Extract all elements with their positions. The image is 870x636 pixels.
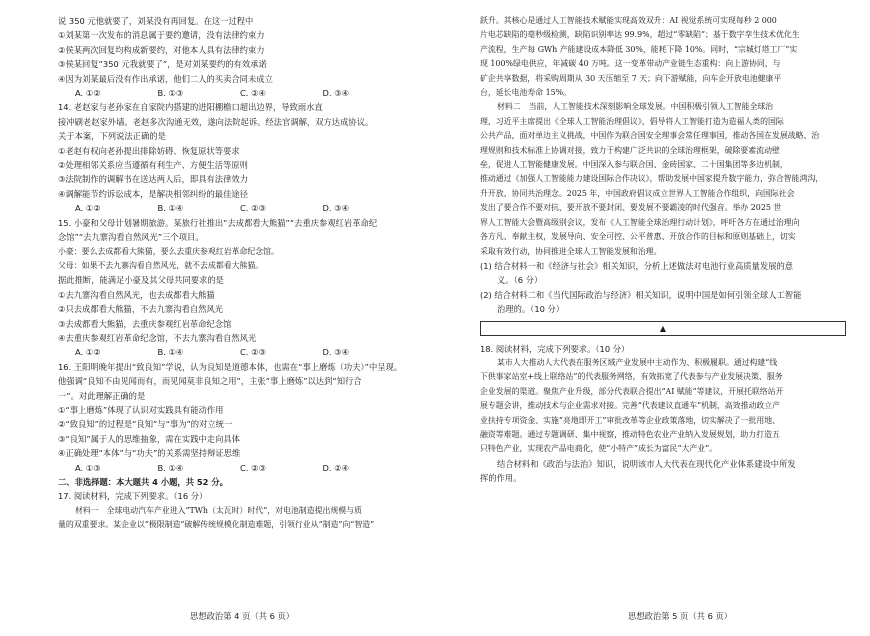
q16-option-a: A. ①③ <box>75 462 101 473</box>
q13-stem-cont: 说 350 元他就要了，刘某没有再回复。在这一过程中 <box>58 16 254 26</box>
material1-cont-line-5: 矿企共享数据，将采购周期从 30 天压缩至 7 天；向下游赋能，向车企开放电池健康平 <box>480 73 782 83</box>
answer-area-box <box>480 321 846 336</box>
q13-option-c: C. ②④ <box>240 88 266 99</box>
q14-option-d: D. ③④ <box>322 203 350 214</box>
q16-item-4: ④正确处理“本体”与“功夫”的关系需坚持辩证思维 <box>58 448 241 459</box>
q18-material-line-3: 企业发展的渠道。聚焦产业升级，部分代表联合提出“AI 赋能”等建议，开展托联络站开 <box>480 386 784 396</box>
q17-task-1-cont: 义。（6 分） <box>497 275 543 286</box>
q16-options <box>58 461 405 475</box>
q15-item-1: ①去九寨沟看自然风光，也去成都看大熊猫 <box>58 289 215 300</box>
q15-prompt: 据此推断，能满足小豪及其父母共同要求的是 <box>58 275 224 286</box>
q14-item-3: ③法院制作的调解书在送达两人后，即具有法律效力 <box>58 174 248 185</box>
q16-option-c: C. ②③ <box>240 462 266 473</box>
material2-line-4: 理规则和技术标准上协调对接，致力于构建广泛共识的全球治理框架，破除要素流动壁 <box>480 145 780 155</box>
q15-option-c: C. ②③ <box>240 347 266 358</box>
q13-item-1: ①刘某第一次发布的消息属于要约邀请，没有法律约束力 <box>58 30 265 41</box>
q17-task-2: (2) 结合材料二和《当代国际政治与经济》相关知识，说明中国是如何引领全球人工智能 <box>480 289 802 300</box>
material2-line-9: 界人工智能大会暨高级别会议，发布《人工智能全球治理行动计划》，呼吁各方在通过治理向 <box>480 217 800 227</box>
q15-option-a: A. ①② <box>75 347 101 358</box>
q13-option-b: B. ①③ <box>157 88 184 99</box>
right-page-column <box>480 14 846 486</box>
material2-line-2: 理，习近平主席提出《全球人工智能治理倡议》，倡导将人工智能打造为造福人类的国际 <box>480 116 784 126</box>
q14-item-1: ①老赵有权向老孙提出排除妨碍、恢复原状等要求 <box>58 145 240 156</box>
q14-option-a: A. ①② <box>75 203 101 214</box>
q16-item-1: ①“事上磨炼”体现了认识对实践具有能动作用 <box>58 404 224 415</box>
q14-stem-2: 接冲刷老赵家外墙。老赵多次沟通无效，遂向法院起诉。经法官调解，双方达成协议。 <box>58 116 374 127</box>
q16-stem-3: 一”。对此理解正确的是 <box>58 390 146 401</box>
q17-task-1: (1) 结合材料一和《经济与社会》相关知识，分析上述做法对电池行业高质量发展的意 <box>480 260 794 271</box>
q17-material1-line-2: 量的双重要求。某企业以“极限制造”破解传统规模化制造难题，引领行业从“制造”向“智造” <box>58 520 375 530</box>
q14-option-b: B. ①④ <box>157 203 184 214</box>
q16-stem-1: 16. 王阳明晚年提出“致良知”学说，认为良知是道德本体，也需在“事上磨炼（功夫）”中呈现。 <box>58 361 403 372</box>
q18-material-line-6: 融资等难题。通过专题调研、集中视察，推动特色农业产业纳入发展规划，助力打造五 <box>480 429 780 439</box>
q17-stem: 17. 阅读材料，完成下列要求。（16 分） <box>58 491 208 502</box>
answer-marker-icon: ▲ <box>659 323 667 333</box>
q15-options <box>58 345 405 359</box>
q14-item-4: ④调解能节约诉讼成本，是解决相邻纠纷的最佳途径 <box>58 188 248 199</box>
material2-line-10: 各方凡、奉献主权，发展导向、安全可控、公平普惠、开放合作的目标和原则基础上，切实 <box>480 232 796 242</box>
q16-item-2: ②“致良知”的过程是“良知”与“事为”的对立统一 <box>58 419 233 430</box>
q14-item-2: ②处理相邻关系应当遵循有利生产、方便生活等原则 <box>58 160 248 171</box>
q18-material-line-1: 某市人大推动人大代表在服务区域产业发展中主动作为、积极履职。通过构建“线 <box>497 357 778 367</box>
q13-item-3: ③侯某回复“350 元我就要了”，是对刘某要约的有效承诺 <box>58 59 267 70</box>
q17-task-2-cont: 治理的。（10 分） <box>497 304 565 315</box>
q17-material1-line-1: 材料一 全球电动汽车产业进入“TWh（太瓦时）时代”，对电池制造提出规模与质 <box>75 505 362 515</box>
material2-line-8: 发出了要合作不要对抗、要开放不要封闭、要发展不要霸凌的时代强音。举办 2025 世 <box>480 203 782 213</box>
q13-item-2: ②侯某两次回复均构成新要约，对他本人具有法律约束力 <box>58 44 265 55</box>
q14-options <box>58 201 405 215</box>
q14-stem-1: 14. 老赵家与老孙家在自家院内搭建的进阳棚檐口超出边界，导致雨水直 <box>58 102 323 113</box>
q15-dialogue-1: 小豪：要么去成都看大熊猫，要么去重庆参观红岩革命纪念馆。 <box>58 246 279 256</box>
q13-options <box>58 86 405 100</box>
q18-stem: 18. 阅读材料，完成下列要求。（10 分） <box>480 343 630 354</box>
q15-stem-1: 15. 小豪和父母计划暑期旅游。某旅行社推出“去成都看大熊猫”“去重庆参观红岩革命纪 <box>58 217 378 228</box>
q15-option-b: B. ①④ <box>157 347 184 358</box>
material2-line-7: 升开放、协同共治理念。2025 年，中国政府倡议成立世界人工智能合作组织，向国际社会 <box>480 188 795 198</box>
material2-line-3: 公共产品，面对单边主义挑战，中国作为联合国安全理事会常任理事国，推动各国在发展战略、治 <box>480 131 820 141</box>
q15-item-2: ②只去成都看大熊猫，不去九寨沟看自然风光 <box>58 304 224 315</box>
q13-option-d: D. ③④ <box>322 88 350 99</box>
q15-item-3: ③去成都看大熊猫，去重庆参观红岩革命纪念馆 <box>58 318 232 329</box>
material1-cont-line-2: 片电芯缺陷的毫秒级检测，缺陷识别率达 99.9%，超过“零缺陷”；基于数字孪生技术优化生 <box>480 30 800 40</box>
q16-option-d: D. ②④ <box>322 462 350 473</box>
section-title: 二、非选择题：本大题共 4 小题，共 52 分。 <box>58 477 228 487</box>
q14-stem-3: 关于本案，下列说法正确的是 <box>58 131 166 142</box>
q16-item-3: ③“良知”属于人的思维抽象，需在实践中走向具体 <box>58 433 240 444</box>
q14-option-c: C. ②③ <box>240 203 266 214</box>
q18-material-line-2: 下供事家站室+线上联络站”的代表服务网络，有效拓宽了代表参与产业发展决策、服务 <box>480 372 783 382</box>
material1-cont-line-4: 现 100%绿电供应，年减碳 40 万吨。这一变革带动产业链生态重构：向上游协同，与 <box>480 59 781 69</box>
material2-line-1: 材料二 当前，人工智能技术深刻影响全球发展。中国积极引领人工智能全球治 <box>497 102 774 112</box>
footer-page-4: 思想政治第 4 页（共 6 页） <box>190 611 295 621</box>
q16-option-b: B. ①④ <box>157 462 184 473</box>
q15-stem-2: 念馆”“去九寨沟看自然风光”三个项目。 <box>58 232 204 243</box>
left-page-column <box>58 14 430 533</box>
material1-cont-line-1: 跃升。其核心是通过人工智能技术赋能实现高效双升：AI 视觉系统可实现每秒 2 000 <box>480 16 777 25</box>
q18-task-line-1: 结合材料和《政治与法治》知识，说明该市人大代表在现代化产业体系建设中所发 <box>497 458 796 469</box>
material2-line-5: 垒，促进人工智能健康发展。中国深入参与联合国、金砖国家、二十国集团等多边机制， <box>480 160 788 170</box>
material1-cont-line-3: 产流程，生产每 GWh 产能建设成本降低 30%，能耗下降 10%。同时，“宗城灯塔工厂”实 <box>480 44 798 54</box>
footer-page-5: 思想政治第 5 页（共 6 页） <box>628 611 733 621</box>
q18-task-line-2: 挥的作用。 <box>480 473 522 484</box>
q15-item-4: ④去重庆参观红岩革命纪念馆，不去九寨沟看自然风光 <box>58 332 257 343</box>
material1-cont-line-6: 台，延长电池寿命 15%。 <box>480 88 572 98</box>
q18-material-line-7: 只特色产业，实现农产品电商化，使“小特产”成长为富民“大产业”。 <box>480 444 718 454</box>
q18-material-line-4: 展专题会讲，推动技术与企业需求对接。完善“代表建议直通车”机制，高效推动政立产 <box>480 401 781 411</box>
q15-option-d: D. ③④ <box>322 347 350 358</box>
q18-material-line-5: 业扶持专项资金、实施“亮地即开工”审批改革等企业政策落地，切实解决了一批用地、 <box>480 415 781 425</box>
q15-dialogue-2: 父母：如果不去九寨沟看自然风光，就不去成都看大熊猫。 <box>58 260 264 270</box>
material2-line-6: 推动通过《加强人工智能能力建设国际合作决议》，帮助发展中国家提升数字能力，弥合智能鸿沟， <box>480 174 824 184</box>
q16-stem-2: 他强调“良知不由见闻而有，而见闻莫非良知之用”，主张“事上磨炼”以达到“知行合 <box>58 376 362 387</box>
material2-line-11: 采取有效行动，协同推进全球人工智能发展和治理。 <box>480 246 662 256</box>
q13-option-a: A. ①② <box>75 88 101 99</box>
q13-item-4: ④因为刘某最后没有作出承诺，他们二人的买卖合同未成立 <box>58 73 273 84</box>
